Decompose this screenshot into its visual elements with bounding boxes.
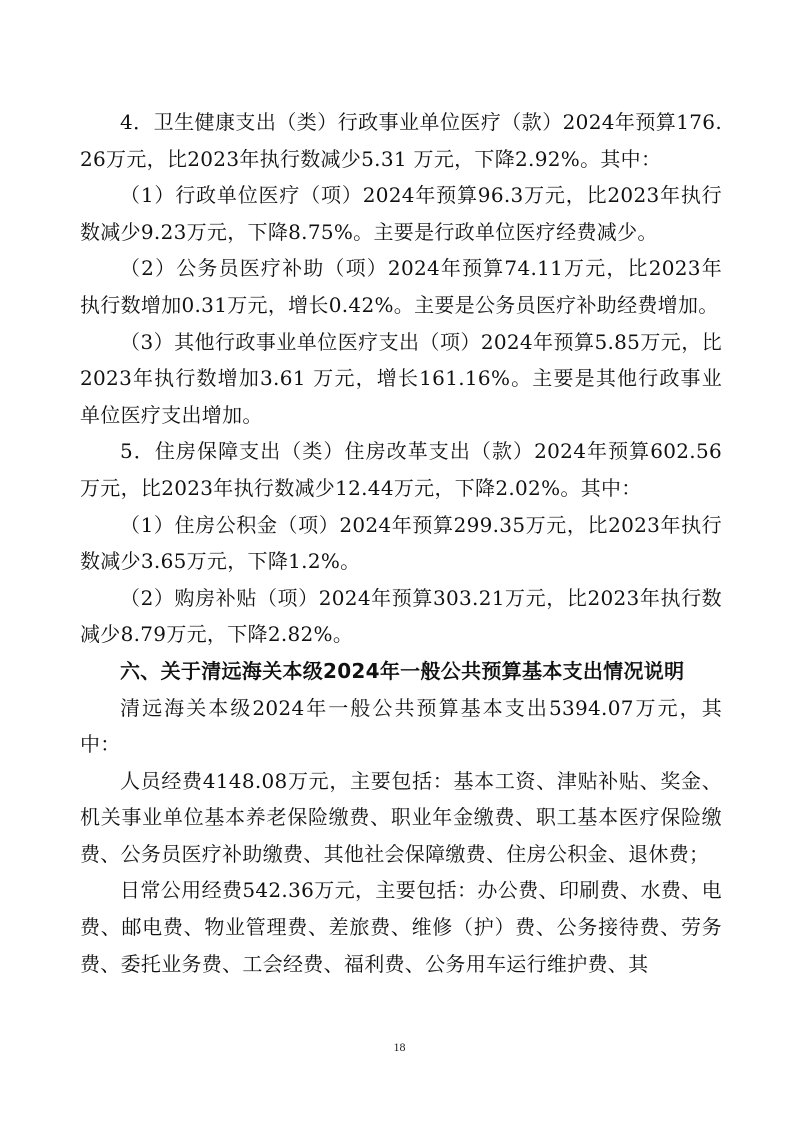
paragraph-housing-subsidy: （2）购房补贴（项）2024年预算303.21万元，比2023年执行数减少8.79万元，下降2.82%。 — [80, 585, 722, 647]
paragraph-personnel-expenses: 人员经费4148.08万元，主要包括：基本工资、津贴补贴、奖金、机关事业单位基本养老保险缴费、职业年金缴费、职工基本医疗保险缴费、公务员医疗补助缴费、其他社会保障缴费、住房公积金、退休费； — [80, 768, 722, 866]
paragraph-civil-servant-medical: （2）公务员医疗补助（项）2024年预算74.11万元，比2023年执行数增加0.31万元，增长0.42%。主要是公务员医疗补助经费增加。 — [80, 256, 722, 317]
paragraph-admin-medical: （1）行政单位医疗（项）2024年预算96.3万元，比2023年执行数减少9.23万元，下降8.75%。主要是行政单位医疗经费减少。 — [80, 183, 722, 244]
paragraph-housing-fund: （1）住房公积金（项）2024年预算299.35万元，比2023年执行数减少3.65万元，下降1.2%。 — [80, 512, 722, 574]
paragraph-health-expenditure: 4．卫生健康支出（类）行政事业单位医疗（款）2024年预算176.26万元，比2023年执行数减少5.31 万元，下降2.92%。其中： — [80, 110, 722, 171]
paragraph-public-expenses: 日常公用经费542.36万元，主要包括：办公费、印刷费、水费、电费、邮电费、物业管理费、差旅费、维修（护）费、公务接待费、劳务费、委托业务费、工会经费、福利费、公务用车运行维护费、其 — [80, 878, 722, 976]
paragraph-other-medical: （3）其他行政事业单位医疗支出（项）2024年预算5.85万元，比2023年执行数增加3.61 万元，增长161.16%。主要是其他行政事业单位医疗支出增加。 — [80, 329, 722, 427]
paragraph-housing-expenditure: 5．住房保障支出（类）住房改革支出（款）2024年预算602.56万元，比2023年执行数减少12.44万元，下降2.02%。其中： — [80, 439, 722, 500]
section-heading: 六、关于清远海关本级2024年一般公共预算基本支出情况说明 — [120, 658, 685, 683]
page-number: 18 — [393, 1040, 406, 1054]
document-body — [80, 104, 722, 982]
paragraph-basic-expenditure: 清远海关本级2024年一般公共预算基本支出5394.07万元，其中： — [80, 695, 722, 757]
